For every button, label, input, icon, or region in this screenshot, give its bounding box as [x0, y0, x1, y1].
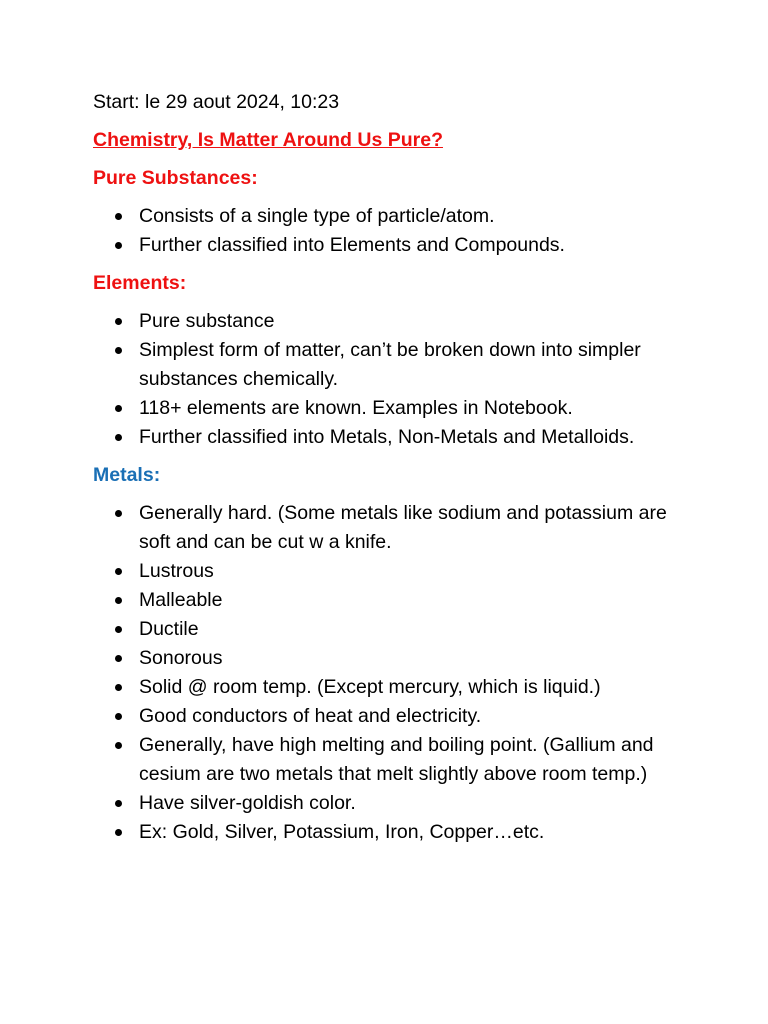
list-item: Ex: Gold, Silver, Potassium, Iron, Copper…etc.	[93, 818, 693, 847]
bullet-icon	[115, 242, 122, 249]
list-item: Ductile	[93, 615, 693, 644]
bullet-icon	[115, 800, 122, 807]
list-item: Further classified into Metals, Non-Metals and Metalloids.	[93, 423, 693, 452]
bullet-icon	[115, 829, 122, 836]
list-item: Lustrous	[93, 557, 693, 586]
list-item: Sonorous	[93, 644, 693, 673]
list-metals	[93, 499, 693, 847]
bullet-icon	[115, 655, 122, 662]
document-title: Chemistry, Is Matter Around Us Pure?	[93, 129, 443, 151]
heading-metals: Metals:	[93, 464, 161, 486]
bullet-icon	[115, 213, 122, 220]
bullet-icon	[115, 510, 122, 517]
list-item: Further classified into Elements and Compounds.	[93, 231, 693, 260]
start-timestamp: Start: le 29 aout 2024, 10:23	[93, 91, 340, 113]
list-item: Good conductors of heat and electricity.	[93, 702, 693, 731]
bullet-icon	[115, 405, 122, 412]
list-item: Pure substance	[93, 307, 693, 336]
bullet-icon	[115, 684, 122, 691]
list-item: 118+ elements are known. Examples in Notebook.	[93, 394, 693, 423]
list-item: Consists of a single type of particle/atom.	[93, 202, 693, 231]
list-item: Malleable	[93, 586, 693, 615]
bullet-icon	[115, 434, 122, 441]
list-item: Solid @ room temp. (Except mercury, which is liquid.)	[93, 673, 693, 702]
bullet-icon	[115, 568, 122, 575]
heading-pure-substances: Pure Substances:	[93, 167, 258, 189]
list-item: Have silver-goldish color.	[93, 789, 693, 818]
bullet-icon	[115, 318, 122, 325]
list-item: Simplest form of matter, can’t be broken down into simpler substances chemically.	[93, 336, 693, 394]
bullet-icon	[115, 347, 122, 354]
heading-elements: Elements:	[93, 272, 187, 294]
bullet-icon	[115, 742, 122, 749]
document-page	[93, 88, 693, 856]
bullet-icon	[115, 713, 122, 720]
bullet-icon	[115, 626, 122, 633]
bullet-icon	[115, 597, 122, 604]
list-pure-substances	[93, 202, 693, 260]
list-item: Generally hard. (Some metals like sodium and potassium are soft and can be cut w a knife.	[93, 499, 693, 557]
list-elements	[93, 307, 693, 452]
list-item: Generally, have high melting and boiling point. (Gallium and cesium are two metals that melt slightly above room temp.)	[93, 731, 693, 789]
